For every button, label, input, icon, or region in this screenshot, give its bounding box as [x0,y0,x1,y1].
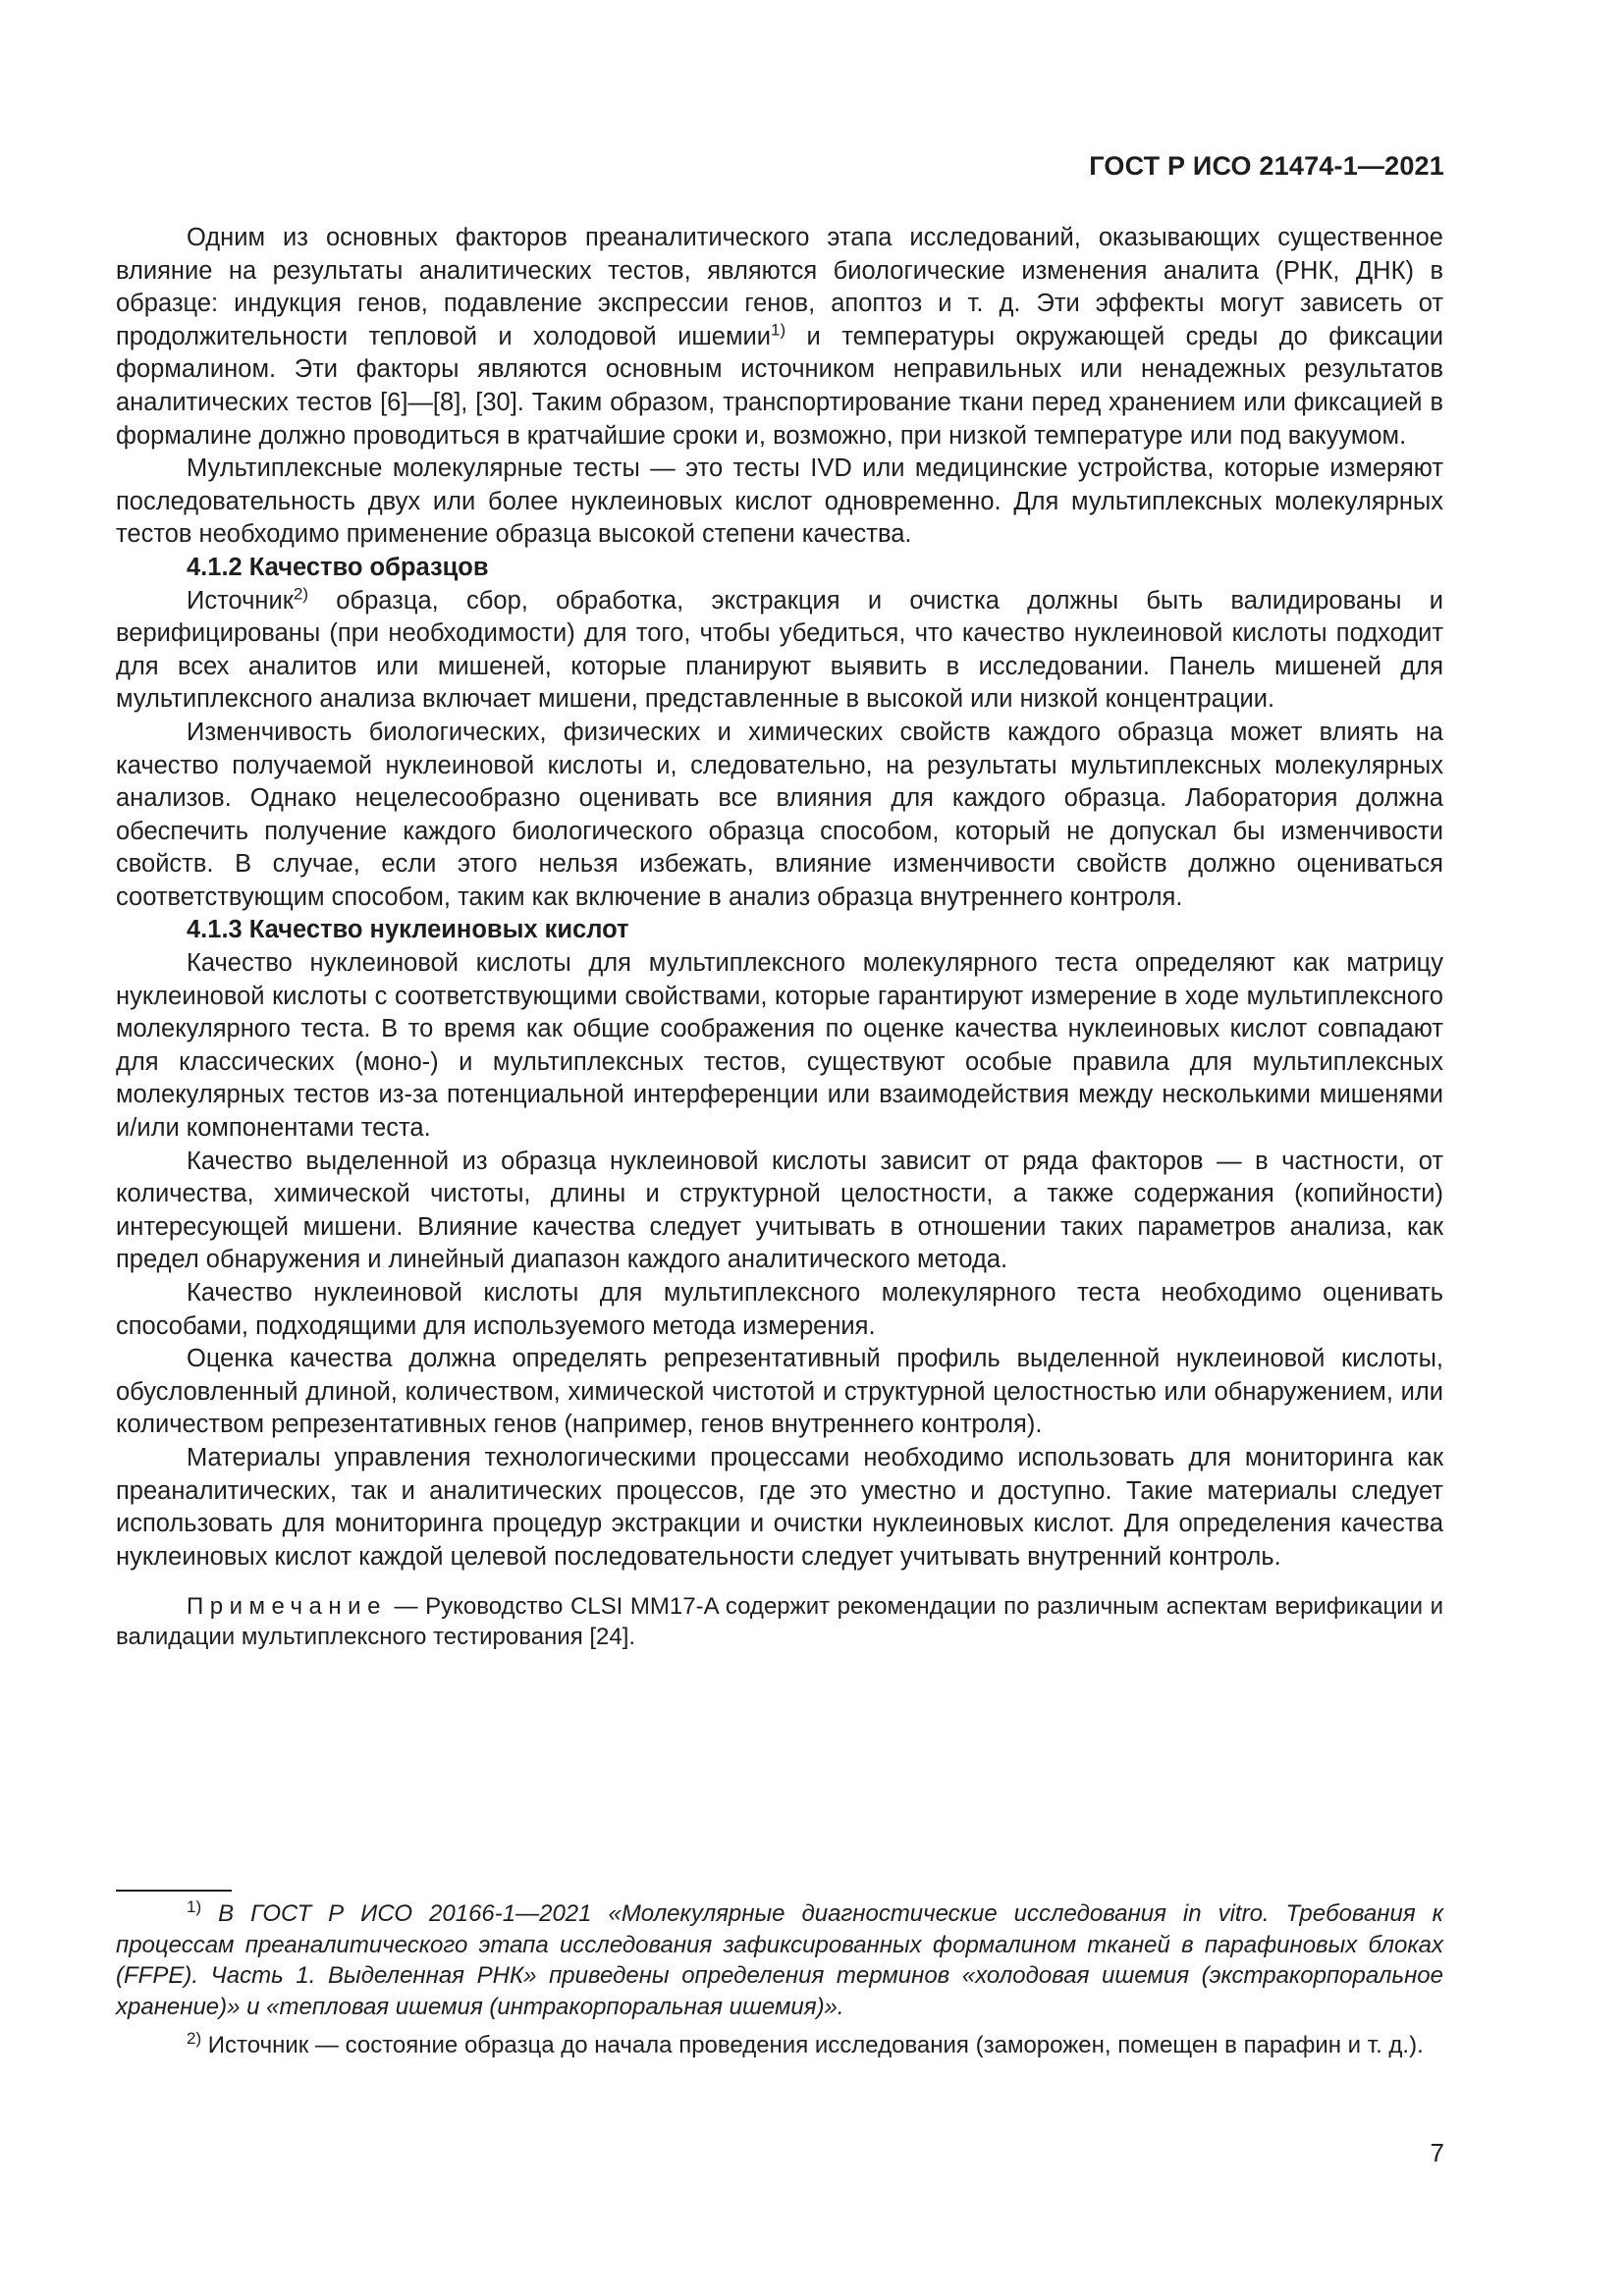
footnote-text-1: В ГОСТ Р ИСО 20166-1—2021 «Молекулярные диагностические исследования in vitro. Требования к процессам преаналитического этапа исследования зафиксированных формалином тканей в парафиновых блоках (FFPE). Часть 1. Выделенная РНК» приведены определения терминов «холодовая ишемия (экстракорпоральное хранение)» и «тепловая ишемия (интракорпоральная ишемия)». [116,1900,1443,2020]
paragraph-quality-factors: Качество выделенной из образца нуклеиновой кислоты зависит от ряда факторов — в частности, от количества, химической чистоты, длины и структурной целостности, а также содержания (копийности) интересующей мишени. Влияние качества следует учитывать в отношении таких параметров анализа, как предел обнаружения и линейный диапазон каждого аналитического метода. [116,1147,1443,1274]
paragraph-multiplex-tests: Мультиплексные молекулярные тесты — это тесты IVD или медицинские устройства, которые измеряют последовательность двух или более нуклеиновых кислот одновременно. Для мультиплексных молекулярных тестов необходимо применение образца высокой степени качества. [116,454,1443,549]
footnotes [116,1898,1443,2061]
footnote-marker-1: 1) [187,1897,202,1916]
paragraph-nucleic-acid-quality: Качество нуклеиновой кислоты для мультиплексного молекулярного теста определяют как матрицу нуклеиновой кислоты с соответствующими свойствами, которые гарантируют измерение в ходе мультиплексного молекулярного теста. В то время как общие соображения по оценке качества нуклеиновых кислот совпадают для классических (моно-) и мультиплексных тестов, существуют особые правила для мультиплексных молекулярных тестов из-за потенциальной интерференции или взаимодействия между несколькими мишенями и/или компонентами теста. [116,949,1443,1143]
paragraph-text: Одним из основных факторов преаналитического этапа исследований, оказывающих существенное влияние на результаты аналитических тестов, являются биологические изменения аналита (РНК, ДНК) в образце: индукция генов, подавление экспрессии генов, апоптоз и т. д. Эти эффекты могут зависеть от продолжительности тепловой и холодовой ишемии [116,224,1443,350]
footnote-divider [116,1890,232,1892]
paragraph-text: Источник [187,586,294,614]
footnote-text-2: Источник — состояние образца до начала проведения исследования (заморожен, помещен в парафин и т. д.). [201,2032,1424,2058]
page-number: 7 [1430,2138,1444,2167]
paragraph-process-control-materials: Материалы управления технологическими процессами необходимо использовать для мониторинга как преаналитических, так и аналитических процессов, где это уместно и доступно. Такие материалы следует использовать для мониторинга процедур экстракции и очистки нуклеиновых кислот. Для определения качества нуклеиновых кислот каждой целевой последовательности следует учитывать внутренний контроль. [116,1443,1443,1571]
paragraph-representative-profile: Оценка качества должна определять репрезентативный профиль выделенной нуклеиновой кислоты, обусловленный длиной, количеством, химической чистотой и структурной целостностью или обнаружением, или количеством репрезентативных генов (например, генов внутреннего контроля). [116,1345,1443,1439]
footnote-1 [116,1898,1443,2022]
paragraph-sample-source [116,585,1443,717]
paragraph-quality-assessment-methods: Качество нуклеиновой кислоты для мультиплексного молекулярного теста необходимо оценивать способами, подходящими для используемого метода измерения. [116,1279,1443,1340]
main-text [116,222,1443,1652]
footnote-2 [116,2030,1443,2061]
document-header-id: ГОСТ Р ИСО 21474-1—2021 [1089,151,1444,181]
section-heading-4-1-2: 4.1.2 Качество образцов [187,553,489,581]
note [116,1591,1443,1652]
note-text: — Руководство CLSI MM17-A содержит рекомендации по различным аспектам верификации и валидации мультиплексного тестирования [24]. [116,1593,1443,1651]
note-label: Примечание [187,1593,387,1621]
paragraph-text: образца, сбор, обработка, экстракция и очистка должны быть валидированы и верифицированы (при необходимости) для того, чтобы убедиться, что качество нуклеиновой кислоты подходит для всех аналитов или мишеней, которые планируют выявить в исследовании. Панель мишеней для мультиплексного анализа включает мишени, представленные в высокой или низкой концентрации. [116,586,1443,714]
footnote-ref-2: 2) [293,584,308,604]
paragraph-variability: Изменчивость биологических, физических и химических свойств каждого образца может влиять на качество получаемой нуклеиновой кислоты и, следовательно, на результаты мультиплексных молекулярных анализов. Однако нецелесообразно оценивать все влияния для каждого образца. Лаборатория должна обеспечить получение каждого биологического образца способом, который не допускал бы изменчивости свойств. В случае, если этого нельзя избежать, влияние изменчивости свойств должно оцениваться соответствующим способом, таким как включение в анализ образца внутреннего контроля. [116,718,1443,911]
footnote-ref-1: 1) [770,320,786,340]
paragraph-text: и температуры окружающей среды до фиксации формалином. Эти факторы являются основным источником неправильных или ненадежных результатов аналитических тестов [6]—[8], [30]. Таким образом, транспортирование ткани перед хранением или фиксацией в формалине должно проводиться в кратчайшие сроки и, возможно, при низкой температуре или под вакуумом. [116,322,1443,450]
section-heading-4-1-3: 4.1.3 Качество нуклеиновых кислот [187,916,629,944]
footnote-marker-2: 2) [187,2029,202,2048]
paragraph-preanalytic-factors [116,222,1443,453]
